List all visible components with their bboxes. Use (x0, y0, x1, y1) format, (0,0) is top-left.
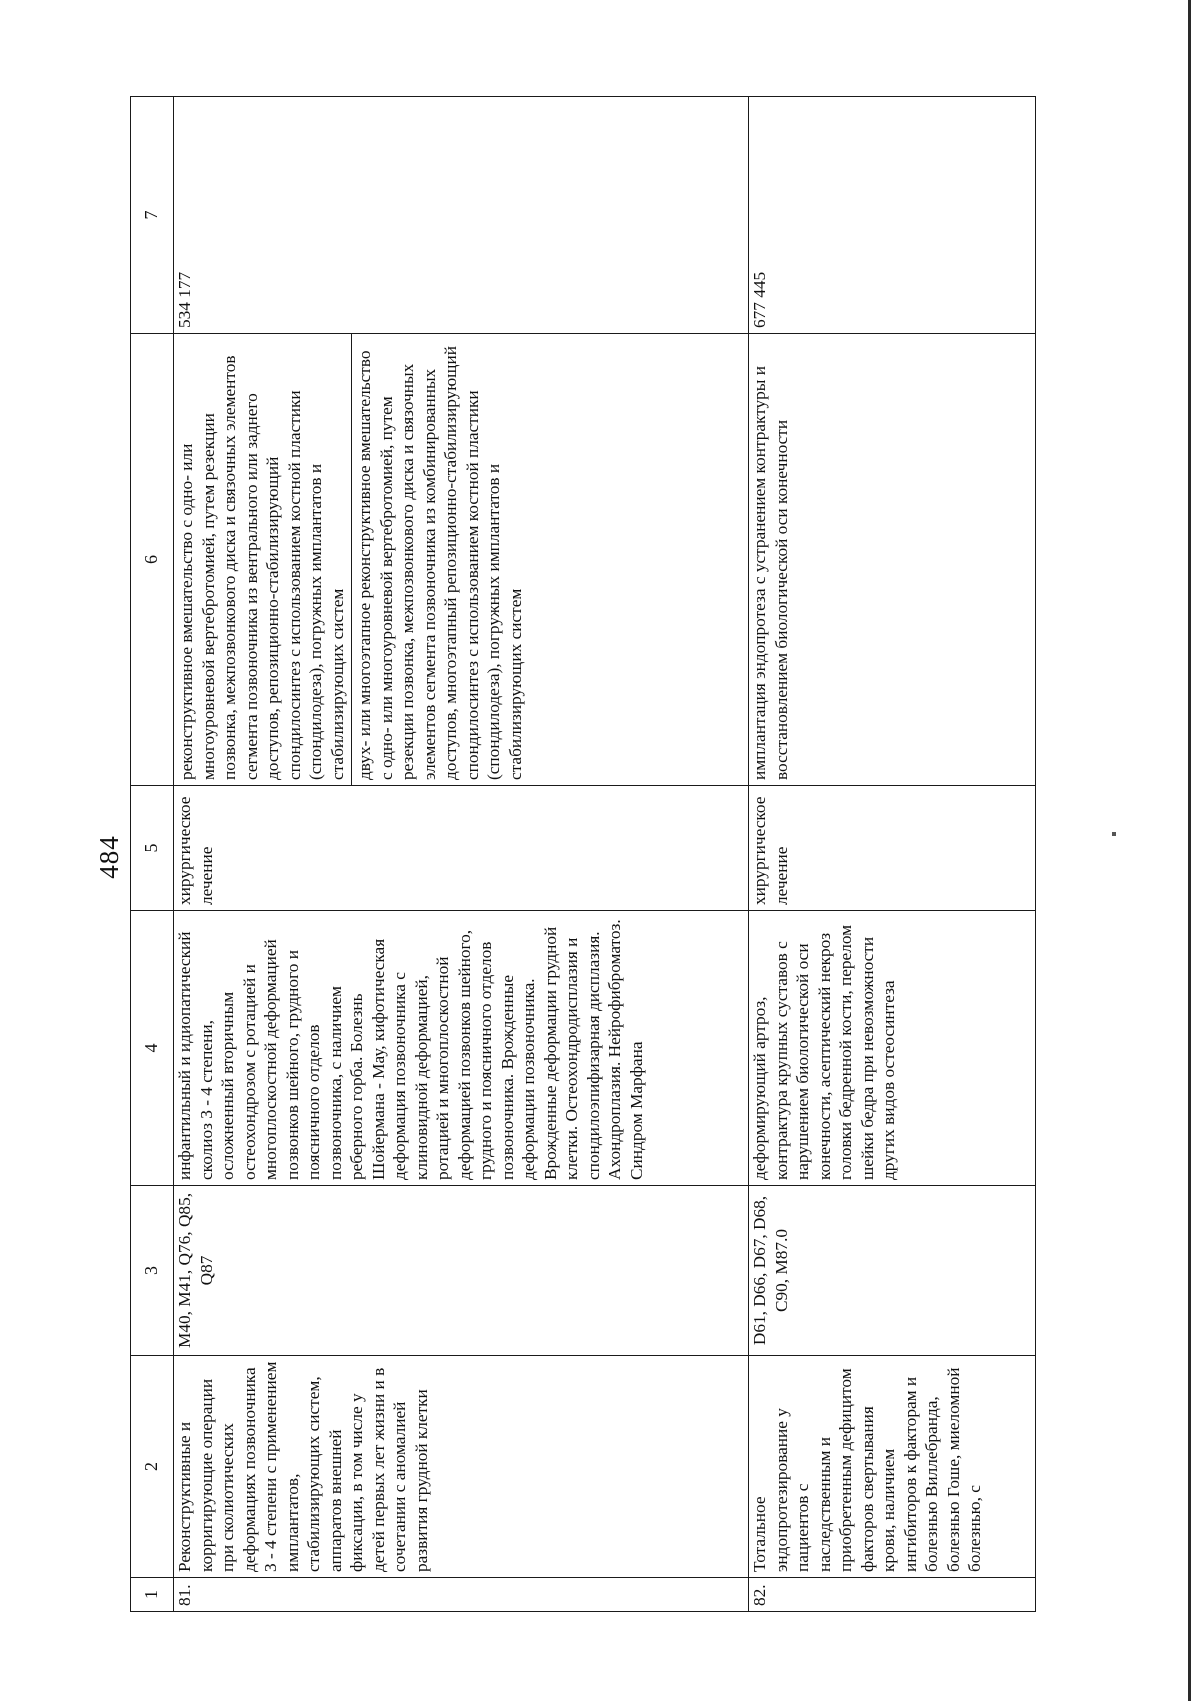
column-header: 4 (131, 911, 174, 1186)
treatment-methods (174, 334, 749, 786)
table-row (174, 97, 749, 1612)
scan-speck (1112, 832, 1116, 836)
procedure-name: Реконструктивные и корригирующие операции при сколиотических деформациях позвоночника 3 - 4 степени с применением имплантатов, стабилизирующих систем, аппаратов внешней фиксации, в том числе у детей первых лет жизни и в сочетании с аномалией развития грудной клетки (174, 1356, 749, 1578)
treatment-type: хирургическое лечение (174, 786, 749, 911)
column-number-row (131, 97, 174, 1612)
cost: 677 445 (749, 97, 1036, 334)
column-header: 5 (131, 786, 174, 911)
treatment-method: двух- или многоэтапное реконструктивное вмешательство с одно- или многоуровневой вертебротомией, путем резекции позвонка, межпозвонкового диска и связочных элементов сегмента позвоночника из комбинированных доступов, многоэтапный репозиционно-стабилизирующий спондилосинтез с использованием костной пластики (спондилодеза), погружных имплантатов и стабилизирующих систем (351, 334, 529, 785)
treatment-type: хирургическое лечение (749, 786, 1036, 911)
icd-codes: D61, D66, D67, D68, C90, M87.0 (749, 1186, 1036, 1356)
page-number: 484 (94, 835, 124, 879)
row-number: 82. (749, 1578, 1036, 1612)
scan-edge-line (1188, 0, 1191, 1701)
treatment-method: имплантация эндопротеза с устранением контрактуры и восстановлением биологической оси конечности (749, 334, 1036, 786)
diagnosis: инфантильный и идиопатический сколиоз 3 - 4 степени, осложненный вторичным остеохондрозом с ротацией и многоплоскостной деформацией позвонков шейного, грудного и поясничного отделов позвоночника, с наличием реберного горба. Болезнь Шойермана - Мау, кифотическая деформация позвоночника с клиновидной деформацией, ротацией и многоплоскостной деформацией позвонков шейного, грудного и поясничного отделов позвоночника. Врожденные деформации позвоночника. Врожденные деформации грудной клетки. Остеохондродисплазия и спондилоэпифизарная дисплазия. Ахондроплазия. Нейрофиброматоз. Синдром Марфана (174, 911, 749, 1186)
diagnosis: деформирующий артроз, контрактура крупных суставов с нарушением биологической оси конечности, асептический некроз головки бедренной кости, перелом шейки бедра при невозможности других видов остеосинтеза (749, 911, 1036, 1186)
cost: 534 177 (174, 97, 749, 334)
column-header: 3 (131, 1186, 174, 1356)
treatment-method: реконструктивное вмешательство с одно- или многоуровневой вертебротомией, путем резекции позвонка, межпозвонкового диска и связочных элементов сегмента позвоночника из вентрального или заднего доступов, репозиционно-стабилизирующий спондилосинтез с использованием костной пластики (спондилодеза), погружных имплантатов и стабилизирующих систем (177, 355, 347, 780)
row-number: 81. (174, 1578, 749, 1612)
column-header: 1 (131, 1578, 174, 1612)
column-header: 2 (131, 1356, 174, 1578)
column-header: 6 (131, 334, 174, 786)
table-row (749, 97, 1036, 1612)
procedure-name: Тотальное эндопротезирование у пациентов с наследственным и приобретенным дефицитом факторов свертывания крови, наличием ингибиторов к факторам и болезнью Виллебранда, болезнью Гоше, миеломной болезнью, с (749, 1356, 1036, 1578)
procedures-table (130, 96, 1036, 1612)
rotated-page (94, 97, 1040, 1612)
column-header: 7 (131, 97, 174, 334)
icd-codes: M40, M41, Q76, Q85, Q87 (174, 1186, 749, 1356)
